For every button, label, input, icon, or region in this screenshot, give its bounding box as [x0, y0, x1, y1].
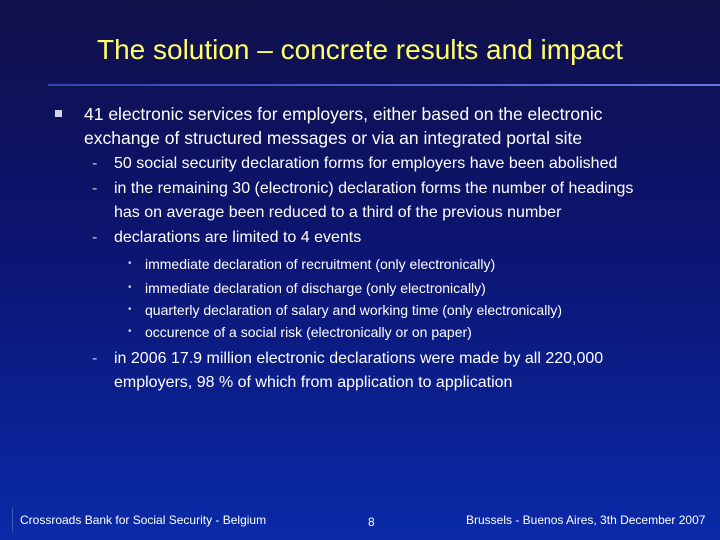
main-bullet-text: [84, 102, 684, 150]
dash-bullet-icon: -: [92, 350, 98, 367]
slide-title: The solution – concrete results and impact: [96, 34, 624, 65]
event-item: occurence of a social risk (electronically or on paper): [145, 324, 472, 340]
event-item: immediate declaration of recruitment (only electronically): [145, 256, 496, 272]
sub-bullet-text: [114, 152, 714, 176]
sub-bullet-text: [114, 177, 714, 225]
sub-bullet-line: employers, 98 % of which from application to application: [114, 374, 513, 391]
sub-bullet-line: declarations are limited to 4 events: [114, 229, 362, 246]
title-underline: [48, 84, 720, 86]
sub-bullet-line: in 2006 17.9 million electronic declarations were made by all 220,000: [114, 350, 604, 367]
square-bullet-icon: [55, 110, 62, 117]
dash-bullet-icon: -: [92, 180, 98, 197]
footer-event: Brussels - Buenos Aires, 3th December 2007: [466, 513, 706, 527]
footer-organization: Crossroads Bank for Social Security - Belgium: [20, 513, 267, 527]
dash-bullet-icon: -: [92, 229, 98, 246]
main-bullet-line: exchange of structured messages or via an integrated portal site: [84, 128, 583, 148]
dot-bullet-icon: •: [128, 258, 132, 269]
sub-bullet-line: 50 social security declaration forms for employers have been abolished: [114, 155, 618, 172]
dot-bullet-icon: •: [128, 304, 132, 315]
dash-bullet-icon: -: [92, 155, 98, 172]
sub-bullet-line: in the remaining 30 (electronic) declaration forms the number of headings: [114, 180, 634, 197]
sub-bullet-text: [114, 347, 714, 395]
event-item: quarterly declaration of salary and working time (only electronically): [145, 302, 563, 318]
footer-divider: [12, 508, 13, 532]
dot-bullet-icon: •: [128, 326, 132, 337]
dot-bullet-icon: •: [128, 282, 132, 293]
sub-bullet-text: [114, 226, 714, 250]
event-item: immediate declaration of discharge (only electronically): [145, 280, 486, 296]
sub-bullet-line: has on average been reduced to a third of the previous number: [114, 204, 562, 221]
main-bullet-line: 41 electronic services for employers, either based on the electronic: [84, 104, 603, 124]
page-number: 8: [368, 515, 375, 529]
